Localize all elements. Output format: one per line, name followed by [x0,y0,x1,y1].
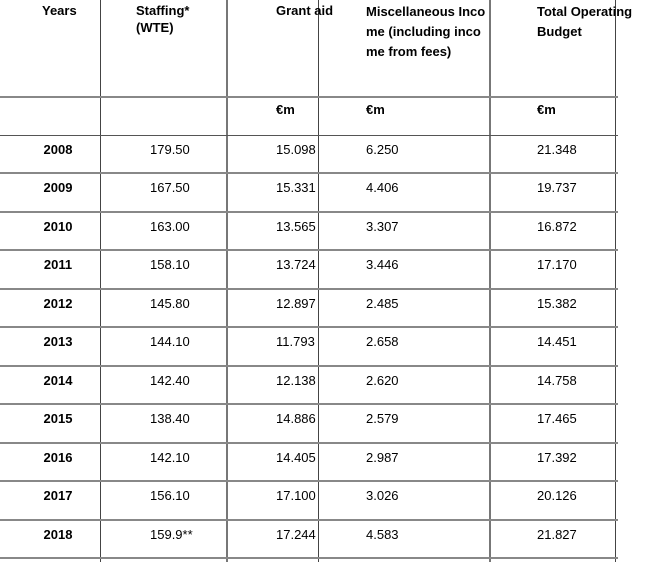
misc-income-cell: 6.250 [366,142,399,157]
row-divider [0,480,618,482]
grant-aid-cell: 14.886 [276,411,316,426]
row-divider [0,172,618,174]
grant-aid-cell: 15.098 [276,142,316,157]
header-staffing: Staffing* (WTE) [136,3,190,35]
misc-income-cell: 3.446 [366,257,399,272]
row-divider [0,288,618,290]
total-budget-cell: 20.126 [537,488,577,503]
year-cell: 2015 [43,411,73,426]
staffing-cell: 167.50 [150,180,190,195]
column-divider [615,0,616,562]
column-divider [226,0,228,562]
row-divider [0,442,618,444]
year-cell: 2018 [43,527,73,542]
unit-misc-income: €m [366,102,385,117]
staffing-cell: 142.10 [150,450,190,465]
total-budget-cell: 16.872 [537,219,577,234]
row-divider [0,135,618,136]
total-budget-cell: 17.392 [537,450,577,465]
staffing-cell: 179.50 [150,142,190,157]
header-grant-aid: Grant aid [276,3,334,18]
total-budget-cell: 17.170 [537,257,577,272]
grant-aid-cell: 13.724 [276,257,316,272]
misc-income-cell: 2.987 [366,450,399,465]
staffing-cell: 144.10 [150,334,190,349]
grant-aid-cell: 15.331 [276,180,316,195]
year-cell: 2008 [43,142,73,157]
total-budget-cell: 14.758 [537,373,577,388]
misc-income-cell: 2.620 [366,373,399,388]
total-budget-cell: 19.737 [537,180,577,195]
row-divider [0,519,618,521]
staffing-cell: 158.10 [150,257,190,272]
row-divider [0,326,618,328]
column-divider [489,0,491,562]
total-budget-cell: 15.382 [537,296,577,311]
row-divider [0,557,618,559]
unit-total-budget: €m [537,102,556,117]
total-budget-cell: 17.465 [537,411,577,426]
total-budget-cell: 21.827 [537,527,577,542]
year-cell: 2009 [43,180,73,195]
year-cell: 2013 [43,334,73,349]
grant-aid-cell: 13.565 [276,219,316,234]
year-cell: 2016 [43,450,73,465]
misc-income-cell: 2.485 [366,296,399,311]
row-divider [0,403,618,405]
staffing-cell: 163.00 [150,219,190,234]
misc-income-cell: 3.307 [366,219,399,234]
staffing-cell: 142.40 [150,373,190,388]
row-divider [0,211,618,213]
grant-aid-cell: 12.138 [276,373,316,388]
grant-aid-cell: 17.100 [276,488,316,503]
grant-aid-cell: 12.897 [276,296,316,311]
column-divider [318,0,319,562]
year-cell: 2011 [43,257,73,272]
misc-income-cell: 3.026 [366,488,399,503]
total-budget-cell: 14.451 [537,334,577,349]
misc-income-cell: 4.583 [366,527,399,542]
unit-grant-aid: €m [276,102,295,117]
year-cell: 2012 [43,296,73,311]
staffing-cell: 156.10 [150,488,190,503]
header-years: Years [42,3,77,18]
staffing-cell: 138.40 [150,411,190,426]
column-divider [100,0,101,562]
grant-aid-cell: 14.405 [276,450,316,465]
staffing-cell: 145.80 [150,296,190,311]
misc-income-cell: 4.406 [366,180,399,195]
row-divider [0,96,618,98]
misc-income-cell: 2.658 [366,334,399,349]
grant-aid-cell: 11.793 [276,334,315,349]
year-cell: 2010 [43,219,73,234]
row-divider [0,249,618,251]
staffing-cell: 159.9** [150,527,193,542]
misc-income-cell: 2.579 [366,411,399,426]
grant-aid-cell: 17.244 [276,527,316,542]
year-cell: 2014 [43,373,73,388]
header-total-budget: Total Operating Budget [537,4,633,39]
total-budget-cell: 21.348 [537,142,577,157]
row-divider [0,365,618,367]
header-misc-income: Miscellaneous Income (including income from fees) [366,4,486,59]
year-cell: 2017 [43,488,73,503]
